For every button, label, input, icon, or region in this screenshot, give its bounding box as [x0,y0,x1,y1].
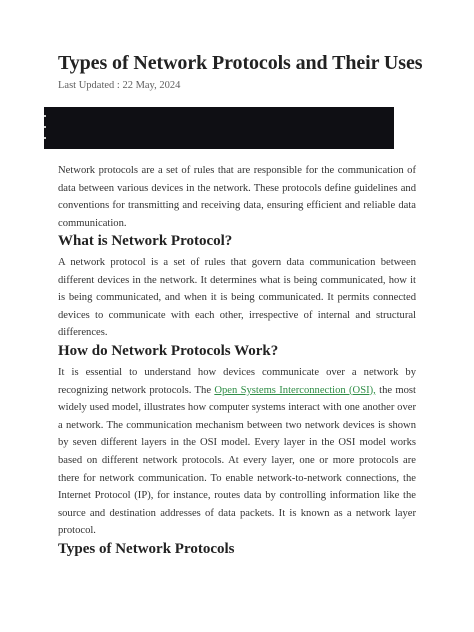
osi-model-link[interactable]: Open Systems Interconnection (OSI), [214,384,376,396]
paragraph-text: It is essential to understand how devices communicate over a network by recognizing network protocols. The [58,367,416,396]
section-paragraph-how-protocols-work [58,364,416,540]
intro-paragraph: Network protocols are a set of rules that are responsible for the communication of data between various devices in the network. These protocols define guidelines and conventions for transmitting and receiving data, ensuring efficient and reliable data communication. [58,165,416,229]
banner-marker [44,115,46,117]
last-updated-date: Last Updated : 22 May, 2024 [58,80,181,91]
banner-marker [44,126,46,128]
section-heading-types-of-network-protocols: Types of Network Protocols [58,541,235,557]
paragraph-text: the most widely used model, illustrates how computer systems interact with one another over a network. The communication mechanism between two network devices is shown by seven different layers in the OSI model. Every layer in the OSI model works based on different network protocols. At every layer, one or more protocols are there for network communication. To enable network-to-network connections, the Internet Protocol (IP), for instance, routes data by controlling information like the source and destination addresses of data packets. It is known as a network layer protocol. [58,384,416,537]
section-heading-how-protocols-work: How do Network Protocols Work? [58,343,279,359]
page-title: Types of Network Protocols and Their Uses [58,52,423,74]
banner-marker [44,137,46,139]
section-paragraph-what-is-network-protocol: A network protocol is a set of rules that govern data communication between different devices in the network. It determines what is being communicated, how it is being communicated, and when it is being communicated. It permits connected devices to communicate with each other, irrespective of internal and structural differences. [58,257,416,339]
section-heading-what-is-network-protocol: What is Network Protocol? [58,233,233,249]
banner-image [44,107,394,149]
